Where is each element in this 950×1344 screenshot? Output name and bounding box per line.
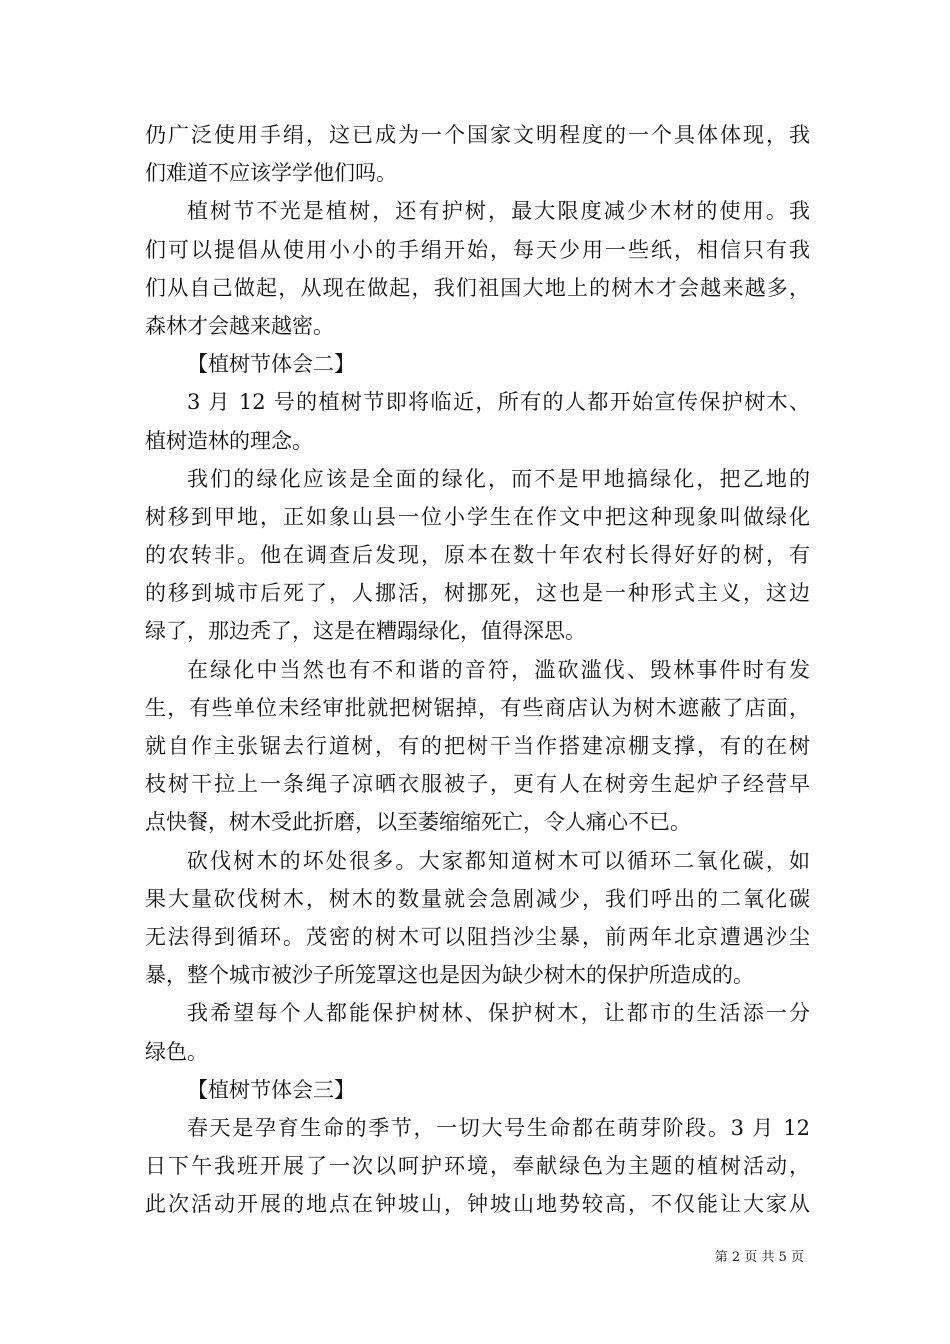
- section-heading: 【植树节体会二】: [187, 352, 355, 377]
- text-line: 就自作主张锯去行道树，有的把树干当作搭建凉棚支撑，有的在树: [145, 734, 810, 758]
- text-line: 此次活动开展的地点在钟坡山，钟坡山地势较高，不仅能让大家从: [145, 1192, 810, 1217]
- text-line: 们可以提倡从使用小小的手绢开始，每天少用一些纸，相信只有我: [145, 237, 810, 262]
- text-line: 枝树干拉上一条绳子凉晒衣服被子，更有人在树旁生起炉子经营早: [145, 772, 810, 797]
- text-line: 我们的绿化应该是全面的绿化，而不是甲地搞绿化，把乙地的: [187, 466, 810, 491]
- text-line: 森林才会越来越密。: [145, 313, 334, 338]
- text-line: 植树节不光是植树，还有护树，最大限度减少木材的使用。我: [187, 199, 810, 224]
- text-line: 仍广泛使用手绢，这已成为一个国家文明程度的一个具体体现，我: [145, 123, 810, 147]
- text-line: 果大量砍伐树木，树木的数量就会急剧减少，我们呼出的二氧化碳: [145, 886, 810, 911]
- text-line: 我希望每个人都能保护树林、保护树木，让都市的生活添一分: [187, 1001, 810, 1026]
- text-line: 们难道不应该学学他们吗。: [145, 161, 397, 186]
- text-line: 3 月 12 号的植树节即将临近，所有的人都开始宣传保护树木、: [187, 390, 810, 415]
- text-line: 绿了，那边秃了，这是在糟蹋绿化，值得深思。: [145, 619, 586, 644]
- page-indicator: 第 2 页 共 5 页: [714, 1250, 804, 1265]
- text-line: 的农转非。他在调查后发现，原本在数十年农村长得好好的树，有: [145, 543, 810, 568]
- text-line: 日下午我班开展了一次以呵护环境，奉献绿色为主题的植树活动，: [145, 1154, 810, 1179]
- text-line: 砍伐树木的坏处很多。大家都知道树木可以循环二氧化碳，如: [187, 848, 810, 873]
- text-line: 在绿化中当然也有不和谐的音符，滥砍滥伐、毁林事件时有发: [187, 657, 810, 682]
- text-line: 植树造林的理念。: [145, 428, 313, 453]
- text-line: 生，有些单位未经审批就把树锯掉，有些商店认为树木遮蔽了店面，: [145, 695, 810, 720]
- document-body: [145, 116, 810, 1223]
- section-heading: 【植树节体会三】: [187, 1077, 355, 1102]
- text-line: 春天是孕育生命的季节，一切大号生命都在萌芽阶段。3 月 12: [187, 1115, 810, 1140]
- text-line: 们从自己做起，从现在做起，我们祖国大地上的树木才会越来越多，: [145, 275, 810, 300]
- text-line: 的移到城市后死了，人挪活，树挪死，这也是一种形式主义，这边: [145, 581, 810, 606]
- text-line: 无法得到循环。茂密的树木可以阻挡沙尘暴，前两年北京遭遇沙尘: [145, 924, 810, 949]
- text-line: 暴，整个城市被沙子所笼罩这也是因为缺少树木的保护所造成的。: [145, 963, 754, 988]
- text-line: 树移到甲地，正如象山县一位小学生在作文中把这种现象叫做绿化: [145, 504, 810, 529]
- text-line: 绿色。: [145, 1039, 208, 1064]
- text-line: 点快餐，树木受此折磨，以至萎缩缩死亡，令人痛心不已。: [145, 810, 691, 835]
